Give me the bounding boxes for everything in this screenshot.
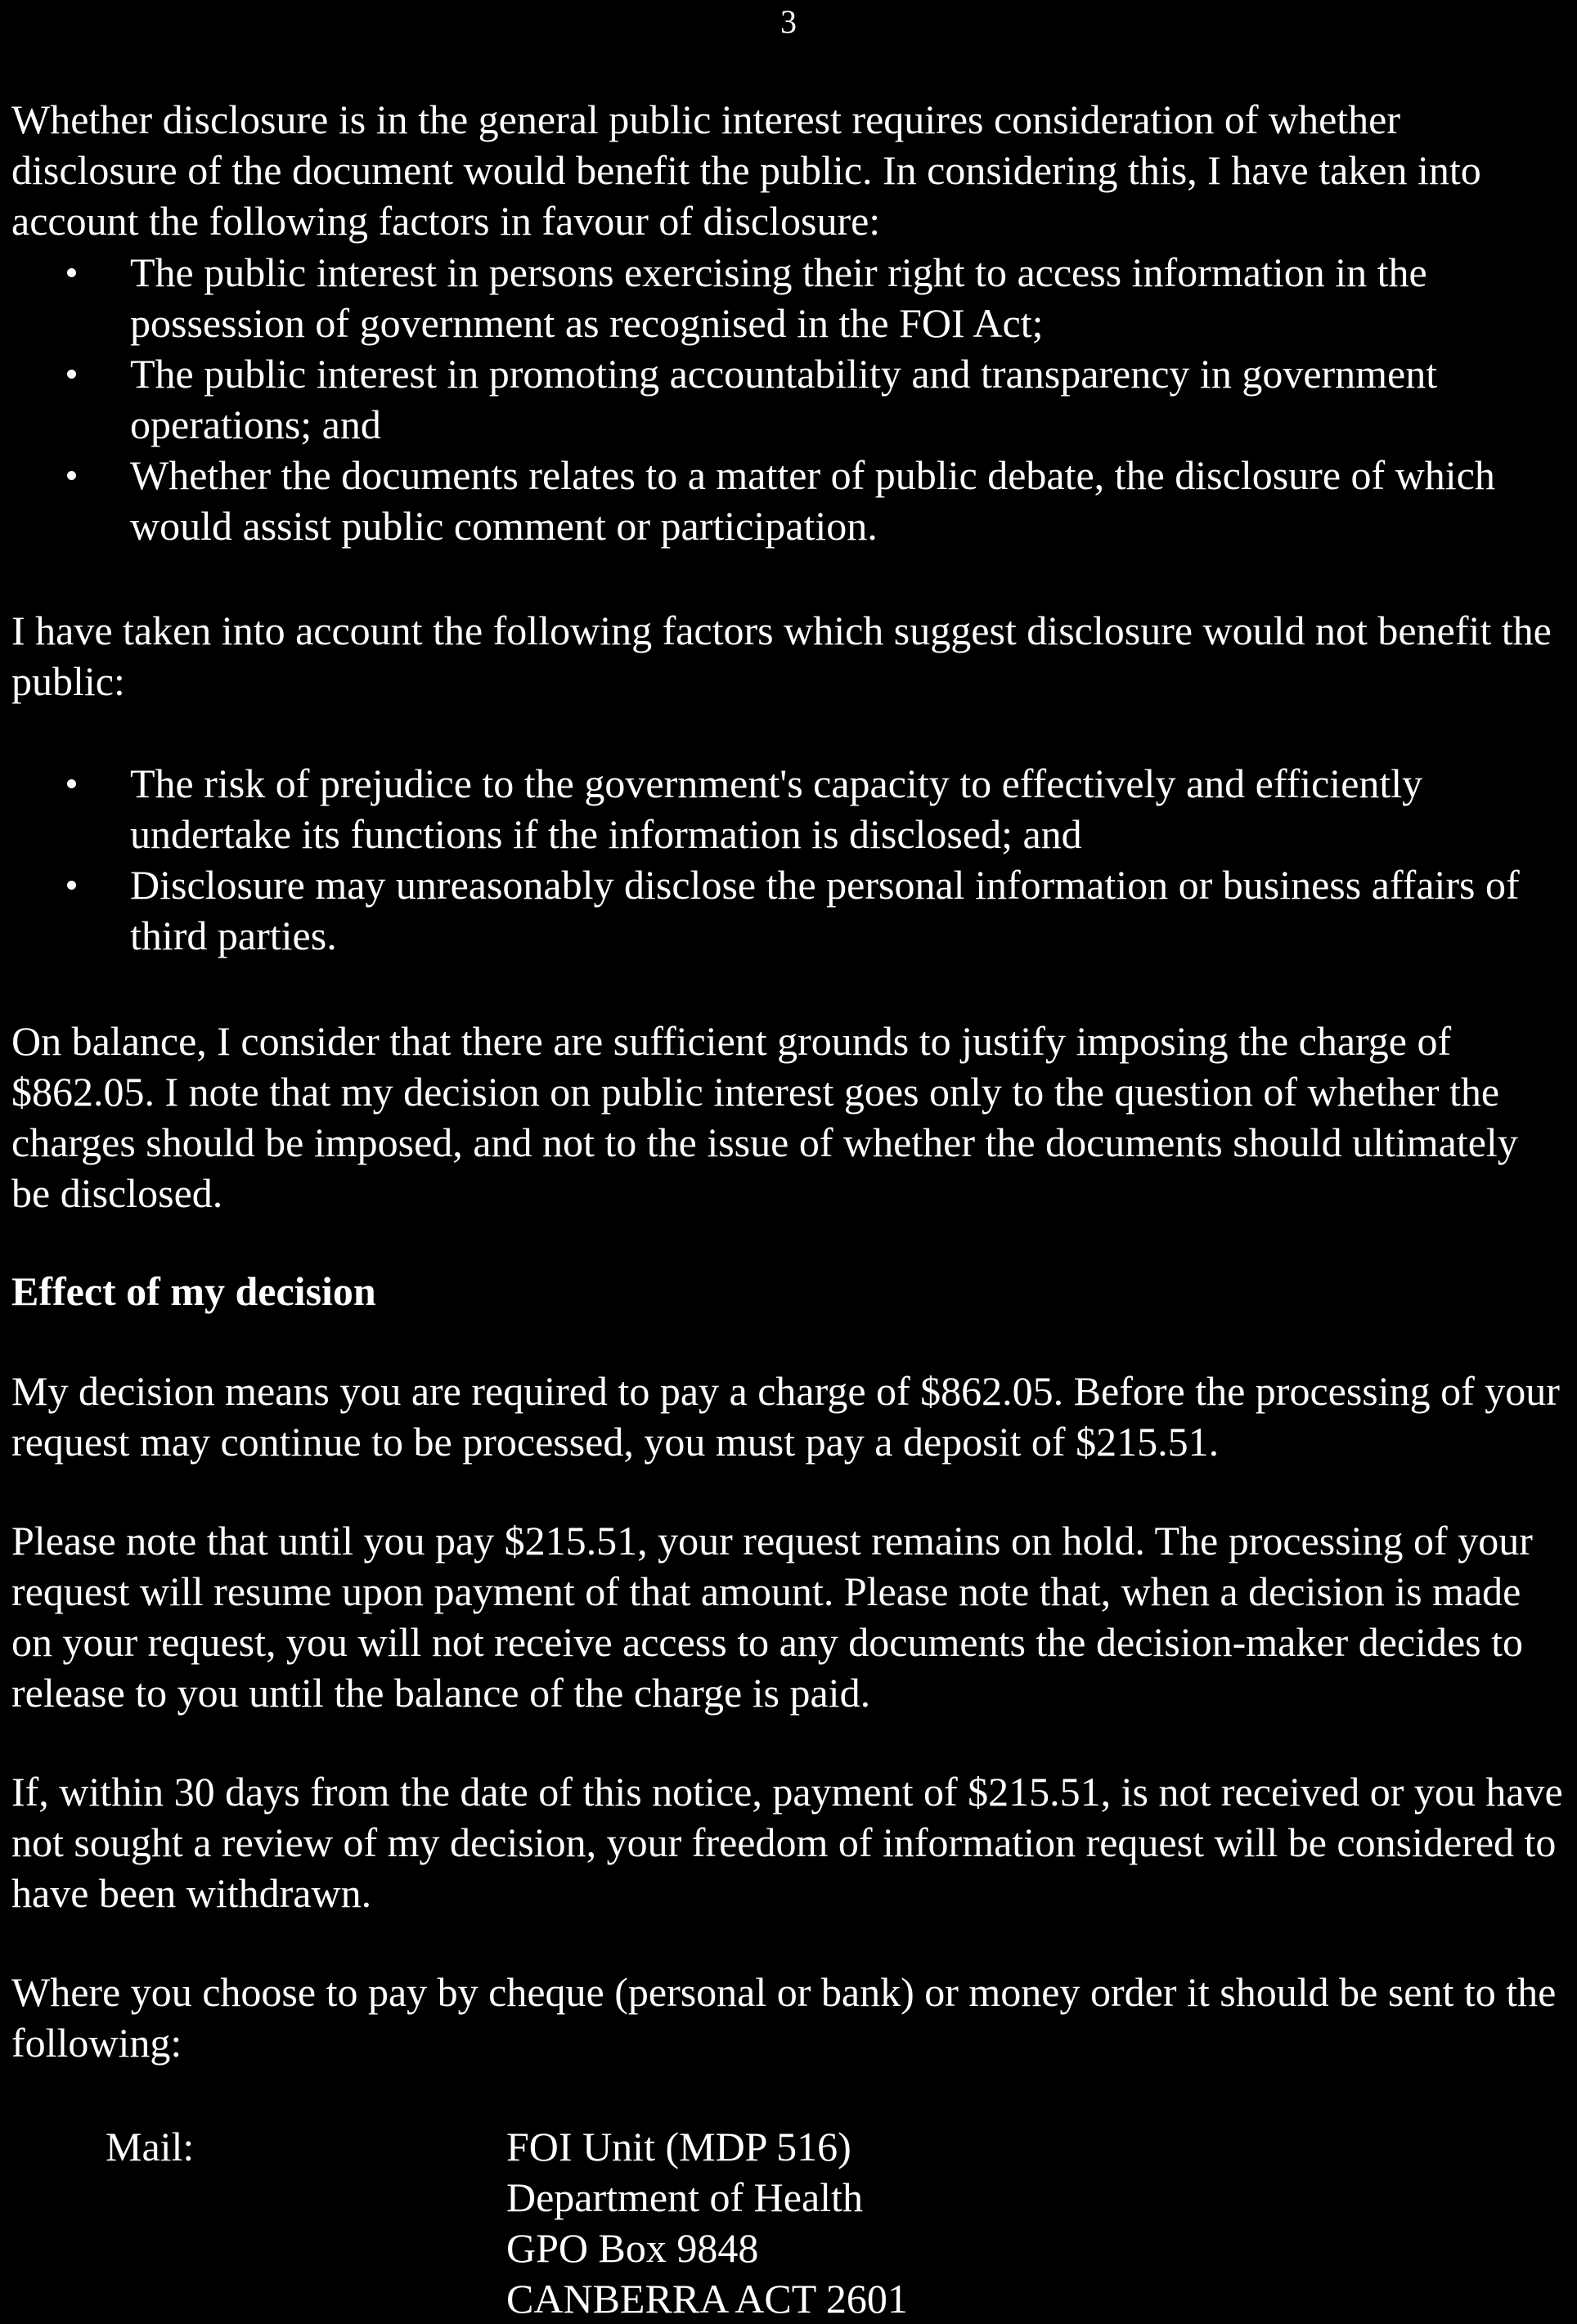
- public-interest-intro-paragraph: Whether disclosure is in the general public interest requires consideration of whether disclosure of the document would benefit the public. In considering this, I have taken into account the following factors in favour of disclosure:: [11, 96, 1481, 244]
- list-item: Disclosure may unreasonably disclose the personal information or business affairs of third parties.: [11, 859, 1566, 961]
- address-label: Mail:: [106, 2124, 195, 2169]
- address-line: Department of Health: [506, 2174, 863, 2220]
- effect-paragraph: My decision means you are required to pay a charge of $862.05. Before the processing of your request may continue to be processed, you must pay a deposit of $215.51.: [11, 1368, 1560, 1465]
- factors-in-favour-list: [11, 247, 1566, 551]
- page-number: 3: [780, 3, 797, 40]
- address-line: CANBERRA ACT 2601: [506, 2276, 908, 2322]
- bullet-icon: [67, 471, 76, 480]
- list-item: The public interest in promoting accountability and transparency in government operations; and: [11, 348, 1566, 450]
- bullet-icon: [67, 370, 76, 379]
- list-item: Whether the documents relates to a matter of public debate, the disclosure of which would assist public comment or participation.: [11, 450, 1566, 551]
- list-item: The risk of prejudice to the government's capacity to effectively and efficiently undertake its functions if the information is disclosed; and: [11, 758, 1566, 859]
- factors-against-list: [11, 758, 1566, 961]
- on-hold-paragraph: Please note that until you pay $215.51, your request remains on hold. The processing of your request will resume upon payment of that amount. Please note that, when a decision is made on your request, you will not receive access to any documents the decision-maker decides to release to you until the balance of the charge is paid.: [11, 1518, 1533, 1716]
- list-item: The public interest in persons exercising their right to access information in the possession of government as recognised in the FOI Act;: [11, 247, 1566, 348]
- address-line: FOI Unit (MDP 516): [506, 2124, 851, 2169]
- address-line: GPO Box 9848: [506, 2225, 759, 2271]
- balance-paragraph: On balance, I consider that there are sufficient grounds to justify imposing the charge of $862.05. I note that my decision on public interest goes only to the question of whether the charges should be imposed, and not to the issue of whether the documents should ultimately be disclosed.: [11, 1018, 1518, 1216]
- payment-method-paragraph: Where you choose to pay by cheque (personal or bank) or money order it should be sent to the following:: [11, 1969, 1557, 2066]
- effect-heading: Effect of my decision: [11, 1268, 376, 1314]
- bullet-icon: [67, 268, 76, 277]
- mailing-address: [106, 2121, 1496, 2324]
- address-lines: [506, 2121, 908, 2324]
- bullet-icon: [67, 881, 76, 890]
- withdrawn-paragraph: If, within 30 days from the date of this notice, payment of $215.51, is not received or you have not sought a review of my decision, your freedom of information request will be considered to have been withdrawn.: [11, 1769, 1563, 1916]
- bullet-icon: [67, 779, 76, 788]
- factors-against-intro-paragraph: I have taken into account the following factors which suggest disclosure would not benefit the public:: [11, 608, 1552, 704]
